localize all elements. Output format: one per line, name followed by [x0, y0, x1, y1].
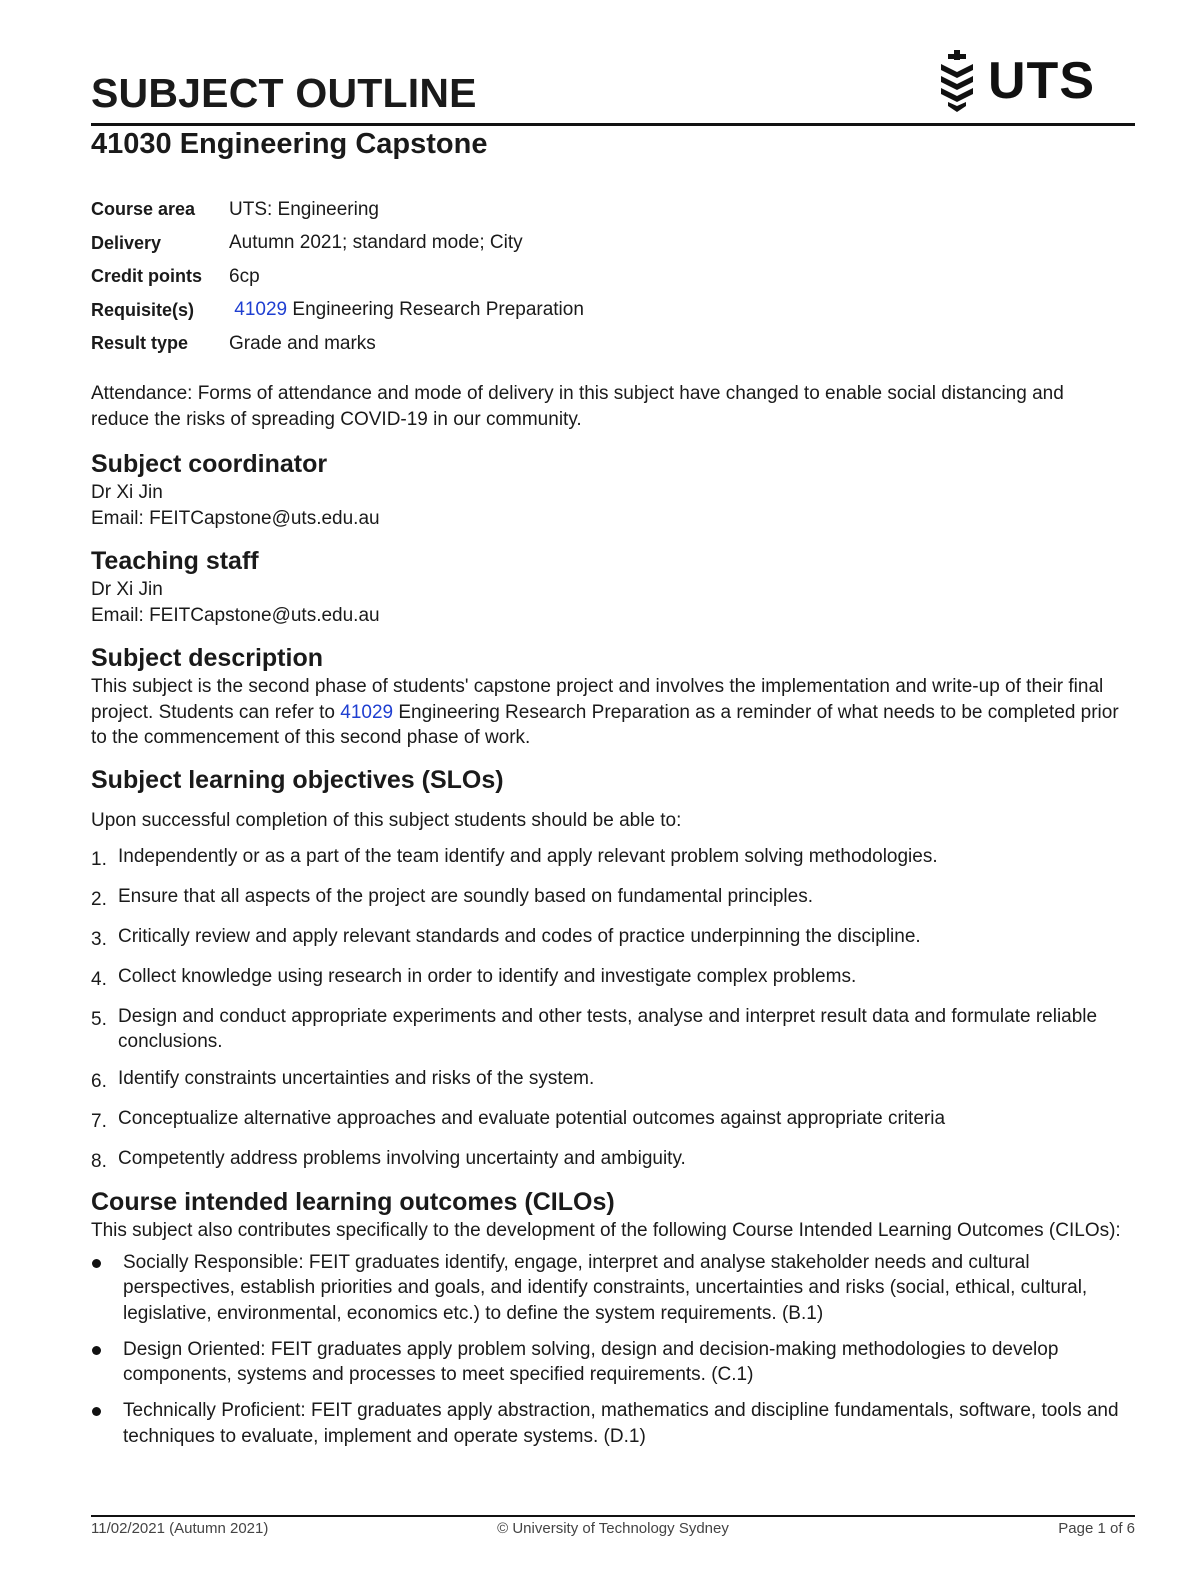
meta-value [229, 299, 584, 321]
uts-logo-text: UTS [988, 52, 1095, 110]
list-item [91, 1146, 1121, 1175]
meta-row-course-area [91, 193, 584, 227]
meta-value: 6cp [229, 265, 260, 287]
teaching-name: Dr Xi Jin [91, 579, 163, 600]
item-text: Independently or as a part of the team identify and apply relevant problem solving methodologies. [118, 845, 938, 867]
item-text: Conceptualize alternative approaches and evaluate potential outcomes against appropriate criteria [118, 1108, 946, 1129]
document-page [91, 0, 1135, 1590]
meta-label: Result type [91, 333, 189, 354]
section-heading: Subject learning objectives (SLOs) [91, 766, 504, 794]
item-text: Technically Proficient: FEIT graduates apply abstraction, mathematics and discipline fundamentals, software, tools and techniques to evaluate, implement and operate systems. (D.1) [123, 1400, 1119, 1447]
item-text: Collect knowledge using research in order to identify and investigate complex problems. [118, 965, 857, 987]
footer-date: 11/02/2021 (Autumn 2021) [91, 1520, 269, 1537]
item-text: Identify constraints uncertainties and risks of the system. [118, 1068, 595, 1089]
requisite-link[interactable]: 41029 [234, 299, 288, 321]
list-item [91, 1250, 1121, 1327]
item-text: Ensure that all aspects of the project are soundly based on fundamental principles. [118, 885, 813, 907]
item-number: 5. [91, 1008, 107, 1030]
bullet-icon [91, 1250, 123, 1327]
bullet-icon [91, 1398, 123, 1449]
section-heading: Course intended learning outcomes (CILOs) [91, 1188, 615, 1216]
attendance-note [91, 381, 1121, 432]
cilo-list [91, 1250, 1121, 1450]
description-part: Engineering Research Preparation as a reminder of what needs to be completed prior to the commencement of this second phase of work. [91, 701, 1119, 748]
description-section [91, 642, 1121, 751]
meta-value: Autumn 2021; standard mode; City [229, 232, 523, 254]
footer-rule [91, 1515, 1135, 1517]
meta-row-delivery [91, 227, 584, 261]
slo-list [91, 844, 1121, 1175]
uts-crest-icon [938, 50, 976, 112]
item-text: Socially Responsible: FEIT graduates identify, engage, interpret and analyse stakeholder needs and cultural perspectives, establish priorities and goals, and identify constraints, uncertainties and risks (social, ethical, cultural, legislative, environmental, economics etc.) to define the system requirements. (B.1) [123, 1251, 1088, 1324]
item-number: 8. [91, 1151, 107, 1172]
list-item [91, 884, 1121, 913]
slo-section [91, 764, 1121, 1186]
list-item [91, 1337, 1121, 1388]
section-heading: Subject description [91, 644, 323, 672]
header-rule [91, 123, 1135, 126]
list-item [91, 844, 1121, 873]
item-text: Competently address problems involving uncertainty and ambiguity. [118, 1148, 686, 1169]
teaching-email: Email: FEITCapstone@uts.edu.au [91, 604, 380, 626]
meta-value: UTS: Engineering [229, 198, 379, 220]
item-text: Design and conduct appropriate experiments and other tests, analyse and interpret result data and formulate reliable conclusions. [118, 1005, 1098, 1052]
slo-intro: Upon successful completion of this subject students should be able to: [91, 810, 682, 831]
item-text: Critically review and apply relevant standards and codes of practice underpinning the discipline. [118, 925, 921, 947]
meta-row-credit-points [91, 260, 584, 294]
meta-label: Course area [91, 199, 196, 220]
description-text [91, 674, 1121, 751]
coordinator-name: Dr Xi Jin [91, 482, 163, 503]
item-number: 2. [91, 888, 107, 910]
meta-row-requisites [91, 294, 584, 328]
cilo-section [91, 1186, 1121, 1460]
section-heading: Subject coordinator [91, 450, 328, 478]
attendance-text: Attendance: Forms of attendance and mode of delivery in this subject have changed to enable social distancing and reduce the risks of spreading COVID-19 in our community. [91, 383, 1064, 430]
list-item [91, 1398, 1121, 1449]
list-item [91, 1004, 1121, 1055]
list-item [91, 964, 1121, 993]
subject-meta [91, 193, 584, 361]
coordinator-section [91, 448, 1121, 531]
item-number: 3. [91, 928, 107, 950]
meta-label: Credit points [91, 266, 202, 287]
requisite-text: Engineering Research Preparation [287, 299, 584, 321]
description-link[interactable]: 41029 [340, 701, 394, 723]
uts-logo [938, 50, 1095, 112]
list-item [91, 1106, 1121, 1135]
footer-page-number: Page 1 of 6 [1058, 1520, 1135, 1537]
item-number: 7. [91, 1111, 107, 1132]
meta-row-result-type [91, 327, 584, 361]
coordinator-email: Email: FEITCapstone@uts.edu.au [91, 507, 380, 529]
cilo-intro: This subject also contributes specifically to the development of the following Course Intended Learning Outcomes (CILOs): [91, 1220, 1121, 1241]
item-text: Design Oriented: FEIT graduates apply problem solving, design and decision-making methodologies to develop components, systems and processes to meet specified requirements. (C.1) [123, 1338, 1059, 1385]
list-item [91, 924, 1121, 953]
item-number: 6. [91, 1071, 107, 1092]
description-part: This subject is the second phase of students' capstone project and involves the implementation and write-up of their final project. Students can refer to [91, 676, 1104, 723]
item-number: 4. [91, 968, 107, 990]
footer-copyright: © University of Technology Sydney [497, 1520, 729, 1537]
document-title: SUBJECT OUTLINE [91, 70, 477, 116]
item-number: 1. [91, 848, 107, 870]
bullet-icon [91, 1337, 123, 1388]
subject-name: 41030 Engineering Capstone [91, 128, 488, 160]
teaching-staff-section [91, 545, 1121, 628]
list-item [91, 1066, 1121, 1095]
meta-label: Requisite(s) [91, 299, 195, 320]
section-heading: Teaching staff [91, 547, 259, 575]
meta-value: Grade and marks [229, 332, 376, 354]
meta-label: Delivery [91, 232, 162, 253]
